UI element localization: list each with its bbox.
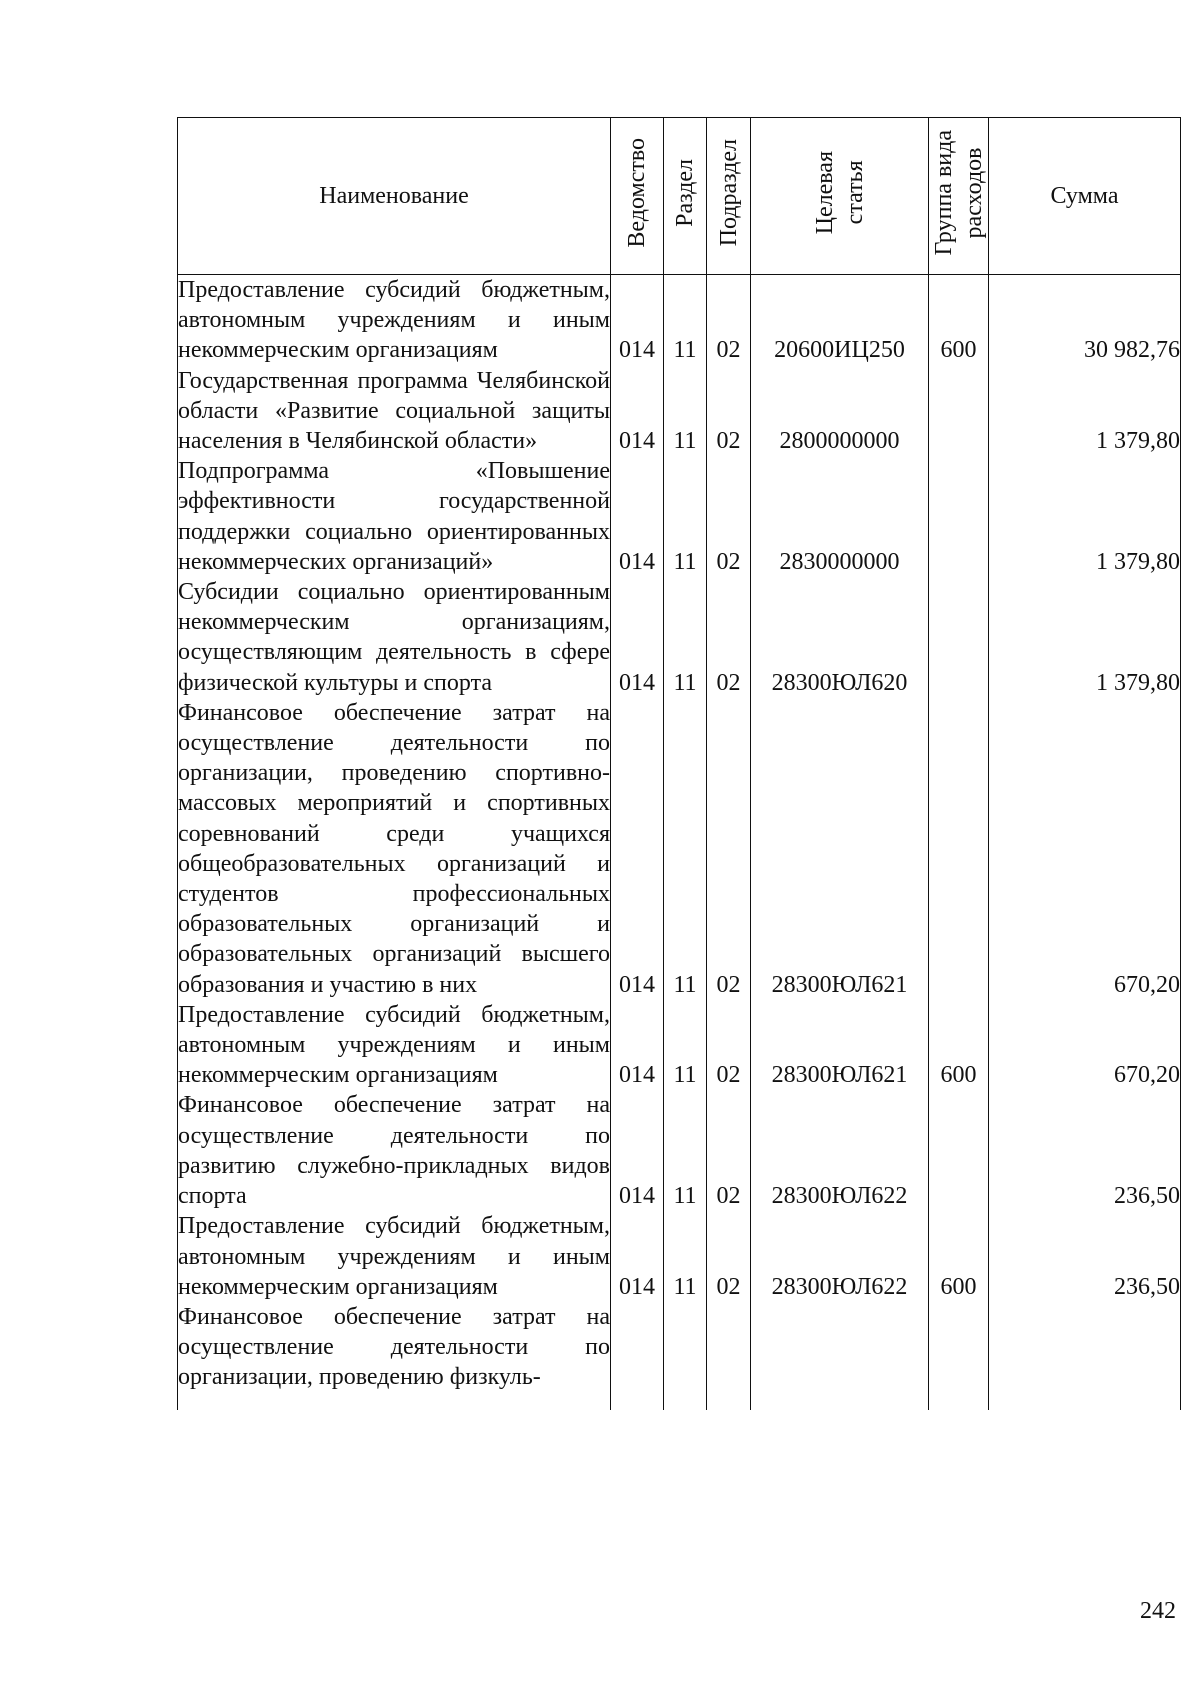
- row-expense: 600: [929, 275, 989, 366]
- row-subsection: 02: [707, 577, 751, 698]
- header-target-label: [810, 151, 870, 234]
- row-name: Предоставление субсидий бюджетным, автономным учреждениям и иным некоммерческим организациям: [178, 1211, 611, 1302]
- row-target: 28300ЮЛ622: [751, 1090, 929, 1211]
- table-header: [178, 118, 1181, 275]
- row-expense: [929, 698, 989, 1000]
- header-sum-label: Сумма: [1050, 182, 1119, 209]
- row-expense: [929, 456, 989, 577]
- header-subsection-label: Подраздел: [715, 138, 742, 247]
- row-name: Предоставление субсидий бюджетным, автономным учреждениям и иным некоммерческим организациям: [178, 1000, 611, 1091]
- row-section: 11: [664, 577, 707, 698]
- row-section: 11: [664, 698, 707, 1000]
- row-target: 2800000000: [751, 366, 929, 457]
- row-expense: [929, 366, 989, 457]
- table-row: [178, 577, 1181, 698]
- table-row: [178, 698, 1181, 1000]
- budget-table: [177, 117, 1181, 1410]
- row-name: Государственная программа Челябинской области «Развитие социальной защиты населения в Челябинской области»: [178, 366, 611, 457]
- row-section: 11: [664, 456, 707, 577]
- row-target: 2830000000: [751, 456, 929, 577]
- row-section: [664, 1302, 707, 1410]
- row-sum: 1 379,80: [989, 456, 1181, 577]
- row-expense: 600: [929, 1211, 989, 1302]
- table-row: [178, 1000, 1181, 1091]
- row-dept: 014: [611, 456, 664, 577]
- row-expense: 600: [929, 1000, 989, 1091]
- row-subsection: 02: [707, 366, 751, 457]
- header-expense-label: [929, 130, 989, 255]
- row-subsection: 02: [707, 275, 751, 366]
- row-dept: 014: [611, 577, 664, 698]
- row-sum: 236,50: [989, 1090, 1181, 1211]
- row-expense: [929, 577, 989, 698]
- header-section: [664, 118, 707, 275]
- row-subsection: 02: [707, 698, 751, 1000]
- row-section: 11: [664, 366, 707, 457]
- row-name: Финансовое обеспечение затрат на осуществление деятельности по организации, проведению спортивно-массовых мероприятий и спортивных соревнований среди учащихся общеобразовательных организаций и студентов профессиональных образовательных организаций и образовательных организаций высшего образования и участию в них: [178, 698, 611, 1000]
- row-subsection: 02: [707, 456, 751, 577]
- table-row: [178, 275, 1181, 366]
- row-name: Финансовое обеспечение затрат на осуществление деятельности по организации, проведению физкуль-: [178, 1302, 611, 1410]
- header-target: [751, 118, 929, 275]
- row-section: 11: [664, 1211, 707, 1302]
- table-row: [178, 366, 1181, 457]
- row-target: 20600ИЦ250: [751, 275, 929, 366]
- row-expense: [929, 1090, 989, 1211]
- row-name: Предоставление субсидий бюджетным, автономным учреждениям и иным некоммерческим организациям: [178, 275, 611, 366]
- row-target: 28300ЮЛ621: [751, 698, 929, 1000]
- row-sum: 670,20: [989, 1000, 1181, 1091]
- row-dept: 014: [611, 1000, 664, 1091]
- header-sum: [989, 118, 1181, 275]
- header-name-label: Наименование: [319, 182, 469, 209]
- row-dept: 014: [611, 1090, 664, 1211]
- page-number: 242: [1140, 1598, 1176, 1624]
- row-target: 28300ЮЛ620: [751, 577, 929, 698]
- row-name: Подпрограмма «Повышение эффективности государственной поддержки социально ориентированных некоммерческих организаций»: [178, 456, 611, 577]
- row-target: 28300ЮЛ621: [751, 1000, 929, 1091]
- row-name: Субсидии социально ориентированным некоммерческим организациям, осуществляющим деятельность в сфере физической культуры и спорта: [178, 577, 611, 698]
- row-subsection: [707, 1302, 751, 1410]
- row-dept: 014: [611, 1211, 664, 1302]
- row-section: 11: [664, 1090, 707, 1211]
- row-subsection: 02: [707, 1090, 751, 1211]
- row-dept: [611, 1302, 664, 1410]
- header-dept: [611, 118, 664, 275]
- header-target-line1: Целевая: [811, 150, 838, 235]
- header-expense-line1: Группа вида: [931, 129, 957, 256]
- header-expense: [929, 118, 989, 275]
- row-subsection: 02: [707, 1000, 751, 1091]
- table-body: [178, 275, 1181, 1410]
- table-row: [178, 456, 1181, 577]
- row-name: Финансовое обеспечение затрат на осуществление деятельности по развитию служебно-прикладных видов спорта: [178, 1090, 611, 1211]
- header-subsection: [707, 118, 751, 275]
- row-target: 28300ЮЛ622: [751, 1211, 929, 1302]
- row-sum: [989, 1302, 1181, 1410]
- row-section: 11: [664, 275, 707, 366]
- row-section: 11: [664, 1000, 707, 1091]
- header-expense-line2: расходов: [961, 147, 987, 238]
- row-sum: 30 982,76: [989, 275, 1181, 366]
- row-sum: 1 379,80: [989, 366, 1181, 457]
- row-dept: 014: [611, 275, 664, 366]
- row-sum: 236,50: [989, 1211, 1181, 1302]
- row-expense: [929, 1302, 989, 1410]
- row-target: [751, 1302, 929, 1410]
- row-sum: 1 379,80: [989, 577, 1181, 698]
- header-dept-label: Ведомство: [624, 137, 650, 248]
- table-row: [178, 1302, 1181, 1410]
- row-dept: 014: [611, 366, 664, 457]
- header-target-line2: статья: [841, 160, 868, 225]
- row-subsection: 02: [707, 1211, 751, 1302]
- table-row: [178, 1211, 1181, 1302]
- table-row: [178, 1090, 1181, 1211]
- header-name: [178, 118, 611, 275]
- header-section-label: Раздел: [672, 158, 698, 227]
- row-sum: 670,20: [989, 698, 1181, 1000]
- row-dept: 014: [611, 698, 664, 1000]
